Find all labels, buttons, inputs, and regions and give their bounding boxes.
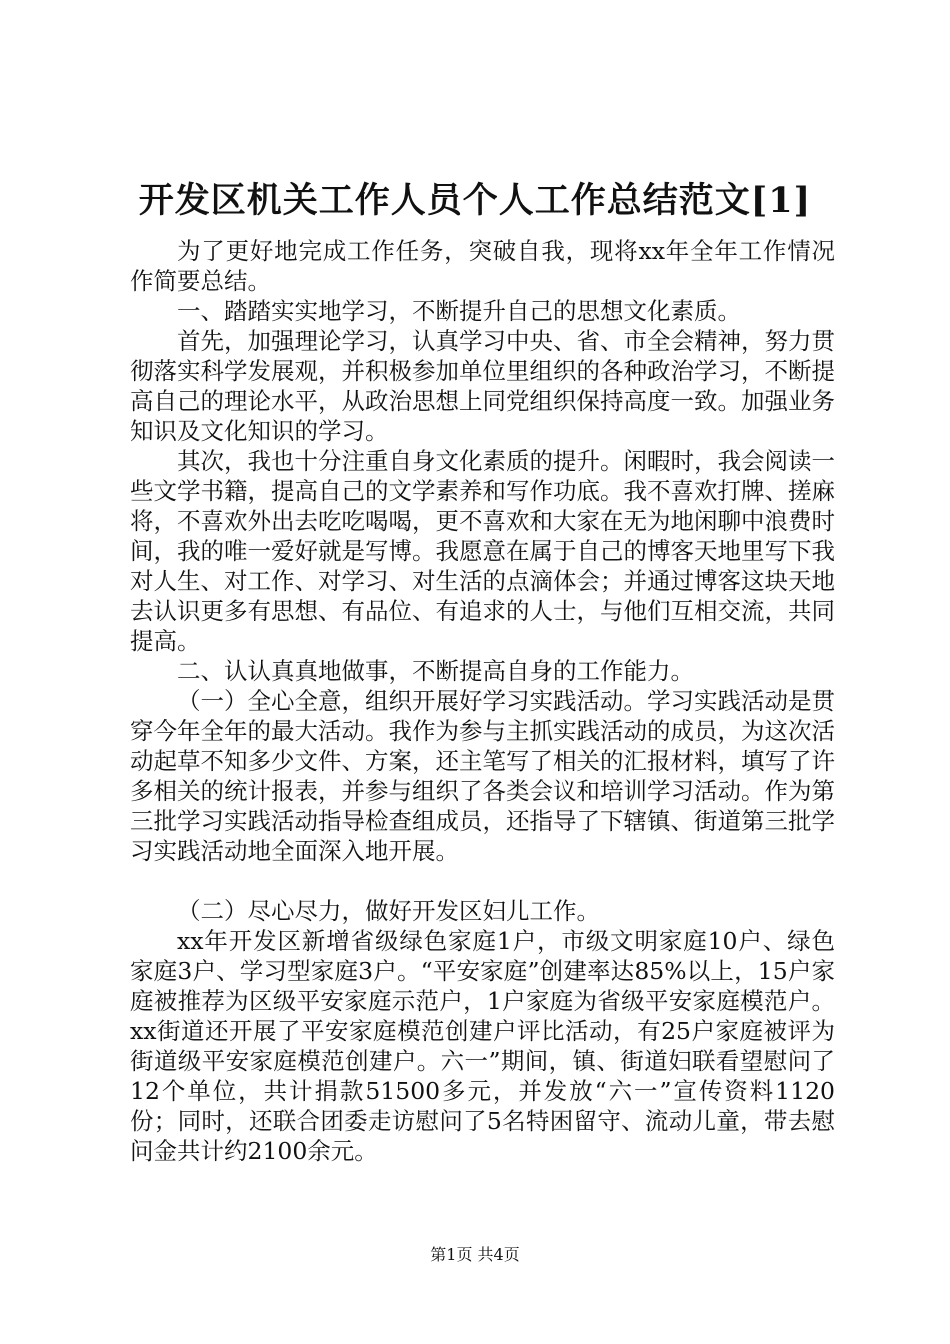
paragraph-intro: 为了更好地完成工作任务，突破自我，现将xx年全年工作情况作简要总结。 [130, 237, 835, 295]
paragraph-practice-activity: （一）全心全意，组织开展好学习实践活动。学习实践活动是贯穿今年全年的最大活动。我作为参与主抓实践活动的成员，为这次活动起草不知多少文件、方案，还主笔写了相关的汇报材料，填写了许多相关的统计报表，并参与组织了各类会议和培训学习活动。作为第三批学习实践活动指导检查组成员，还指导了下辖镇、街道第三批学习实践活动地全面深入地开展。 [130, 687, 835, 865]
paragraph-theory-study: 首先，加强理论学习，认真学习中央、省、市全会精神，努力贯彻落实科学发展观，并积极参加单位里组织的各种政治学习，不断提高自己的理论水平，从政治思想上同党组织保持高度一致。加强业务知识及文化知识的学习。 [130, 327, 835, 445]
section-heading-1: 一、踏踏实实地学习，不断提升自己的思想文化素质。 [177, 297, 741, 325]
paragraph-cultural-quality: 其次，我也十分注重自身文化素质的提升。闲暇时，我会阅读一些文学书籍，提高自己的文学素养和写作功底。我不喜欢打牌、搓麻将，不喜欢外出去吃吃喝喝，更不喜欢和大家在无为地闲聊中浪费时间，我的唯一爱好就是写博。我愿意在属于自己的博客天地里写下我对人生、对工作、对学习、对生活的点滴体会；并通过博客这块天地去认识更多有思想、有品位、有追求的人士，与他们互相交流，共同提高。 [130, 447, 835, 655]
section-heading-2: 二、认认真真地做事，不断提高自身的工作能力。 [177, 657, 694, 685]
page-footer: 第1页 共4页 [430, 1245, 520, 1264]
document-title: 开发区机关工作人员个人工作总结范文[1] [138, 180, 812, 221]
subsection-heading-women-children: （二）尽心尽力，做好开发区妇儿工作。 [177, 897, 600, 925]
paragraph-women-children-work: xx年开发区新增省级绿色家庭1户，市级文明家庭10户、绿色家庭3户、学习型家庭3户。“平安家庭”创建率达85%以上，15户家庭被推荐为区级平安家庭示范户，1户家庭为省级平安家庭模范户。xx街道还开展了平安家庭模范创建户评比活动，有25户家庭被评为街道级平安家庭模范创建户。六一”期间，镇、街道妇联看望慰问了12个单位，共计捐款51500多元，并发放“六一”宣传资料1120份；同时，还联合团委走访慰问了5名特困留守、流动儿童，带去慰问金共计约2100余元。 [130, 927, 835, 1165]
document-body [130, 236, 835, 1166]
